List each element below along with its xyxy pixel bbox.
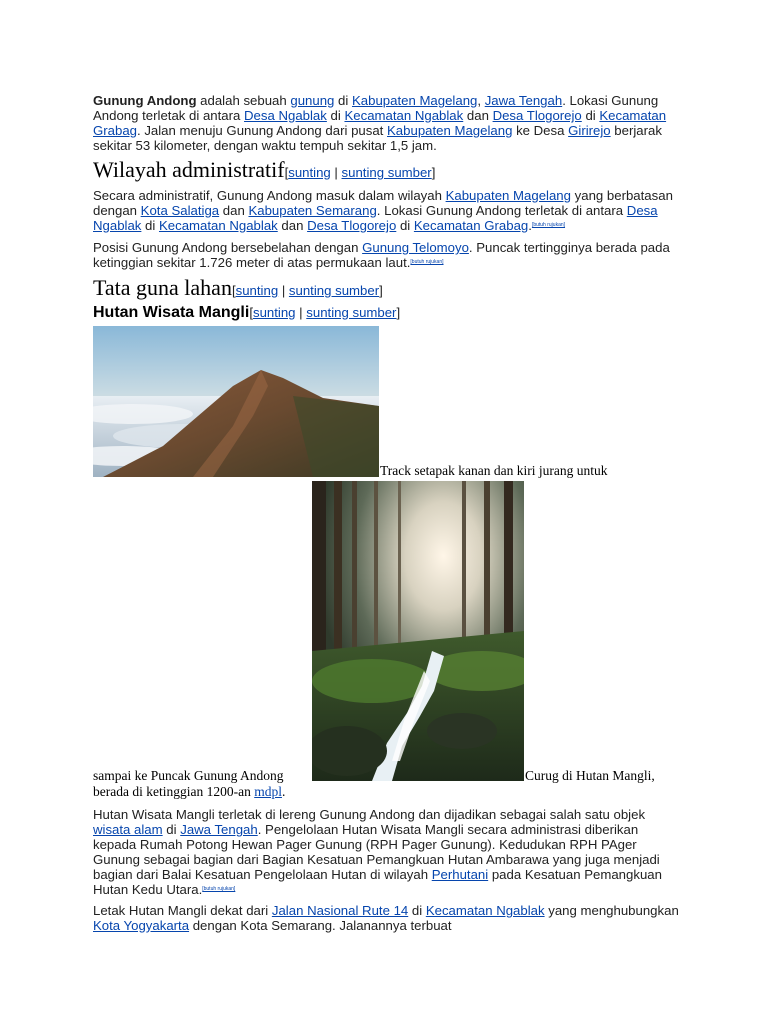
link-kecamatan-grabag-2[interactable]: Kecamatan Grabag <box>413 218 529 233</box>
link-girirejo[interactable]: Girirejo <box>568 123 611 138</box>
forest-waterfall-image <box>312 481 524 781</box>
paragraph-hutan-mangli: Hutan Wisata Mangli terletak di lereng Gunung Andong dan dijadikan sebagai salah satu objek wisata alam di Jawa Tengah. Pengelolaan Hutan Wisata Mangli secara administrasi diberikan kepada Rumah Potong Hewan Pager Gunung (RPH Pager Gunung). Kedudukan RPH PAger Gunung sebagai bagian dari Bagian Kesatuan Pemangkuan Hutan Ambarawa yang juga menjadi bagian dari Balai Kesatuan Pengelolaan Hutan di wilayah Perhutani pada Kesatuan Pemangkuan Hutan Kedu Utara.[butuh rujukan] <box>93 807 662 897</box>
edit-section-button-3[interactable]: sunting <box>252 305 296 320</box>
edit-source-button[interactable]: sunting sumber <box>341 165 432 180</box>
caption-waterfall-1: Curug di Hutan Mangli, <box>525 768 655 783</box>
edit-source-button-2[interactable]: sunting sumber <box>288 283 380 298</box>
link-kecamatan-grabag[interactable]: Kecamatan Grabag <box>93 108 667 138</box>
heading-tata-guna-lahan: Tata guna lahan[sunting | sunting sumber] <box>93 275 383 300</box>
edit-section-button-2[interactable]: sunting <box>235 283 279 298</box>
link-kecamatan-ngablak[interactable]: Kecamatan Ngablak <box>344 108 464 123</box>
edit-links: [sunting | sunting sumber] <box>284 165 436 180</box>
link-desa-tlogorejo[interactable]: Desa Tlogorejo <box>492 108 582 123</box>
citation-needed-2[interactable]: [butuh rujukan] <box>410 259 444 265</box>
caption-track-1: Track setapak kanan dan kiri jurang untuk <box>380 463 608 478</box>
caption-track-2: sampai ke Puncak Gunung Andong <box>93 768 284 783</box>
paragraph-posisi: Posisi Gunung Andong bersebelahan dengan Gunung Telomoyo. Puncak tertingginya berada pada ketinggian sekitar 1.726 meter di atas permukaan laut.[butuh rujukan] <box>93 240 670 270</box>
mountain-peak-image <box>93 326 379 477</box>
caption-waterfall-2: berada di ketinggian 1200-an mdpl. <box>93 784 286 799</box>
link-kabupaten-magelang-2[interactable]: Kabupaten Magelang <box>387 123 513 138</box>
link-kabupaten-semarang[interactable]: Kabupaten Semarang <box>248 203 377 218</box>
heading-wilayah-administratif: Wilayah administratif[sunting | sunting sumber] <box>93 157 436 182</box>
link-mdpl[interactable]: mdpl <box>254 784 282 799</box>
heading-hutan-wisata-mangli: Hutan Wisata Mangli[sunting | sunting sumber] <box>93 304 401 321</box>
link-kecamatan-ngablak-2[interactable]: Kecamatan Ngablak <box>158 218 278 233</box>
link-kota-yogyakarta[interactable]: Kota Yogyakarta <box>93 918 190 933</box>
link-jawa-tengah[interactable]: Jawa Tengah <box>484 93 563 108</box>
link-desa-ngablak[interactable]: Desa Ngablak <box>244 108 327 123</box>
mountain-photo[interactable] <box>93 326 379 477</box>
link-gunung-telomoyo[interactable]: Gunung Telomoyo <box>362 240 469 255</box>
paragraph-administratif: Secara administratif, Gunung Andong masuk dalam wilayah Kabupaten Magelang yang berbatasan dengan Kota Salatiga dan Kabupaten Semarang. Lokasi Gunung Andong terletak di antara Desa Ngablak di Kecamatan Ngablak dan Desa Tlogorejo di Kecamatan Grabag.[butuh rujukan] <box>93 188 673 233</box>
paragraph-letak-hutan: Letak Hutan Mangli dekat dari Jalan Nasional Rute 14 di Kecamatan Ngablak yang menghubungkan Kota Yogyakarta dengan Kota Semarang. Jalanannya terbuat <box>93 903 679 933</box>
citation-needed-3[interactable]: [butuh rujukan] <box>202 886 236 892</box>
link-kecamatan-ngablak-3[interactable]: Kecamatan Ngablak <box>425 903 545 918</box>
link-desa-ngablak-2[interactable]: Desa Ngablak <box>93 203 658 233</box>
link-desa-tlogorejo-2[interactable]: Desa Tlogorejo <box>307 218 397 233</box>
edit-section-button[interactable]: sunting <box>288 165 331 180</box>
link-jawa-tengah-2[interactable]: Jawa Tengah <box>180 822 258 837</box>
waterfall-photo[interactable] <box>312 481 524 781</box>
article-subject: Gunung Andong <box>93 93 197 108</box>
link-jalan-nasional-rute-14[interactable]: Jalan Nasional Rute 14 <box>271 903 409 918</box>
intro-paragraph: Gunung Andong adalah sebuah gunung di Kabupaten Magelang, Jawa Tengah. Lokasi Gunung Andong terletak di antara Desa Ngablak di Kecamatan Ngablak dan Desa Tlogorejo di Kecamatan Grabag. Jalan menuju Gunung Andong dari pusat Kabupaten Magelang ke Desa Girirejo berjarak sekitar 53 kilometer, dengan waktu tempuh sekitar 1,5 jam. <box>93 93 667 153</box>
edit-source-button-3[interactable]: sunting sumber <box>306 305 397 320</box>
citation-needed-1[interactable]: [butuh rujukan] <box>531 222 566 228</box>
link-kota-salatiga[interactable]: Kota Salatiga <box>140 203 220 218</box>
link-kabupaten-magelang-3[interactable]: Kabupaten Magelang <box>445 188 571 203</box>
edit-links-3: [sunting | sunting sumber] <box>249 305 401 320</box>
link-kabupaten-magelang[interactable]: Kabupaten Magelang <box>351 93 478 108</box>
link-wisata-alam[interactable]: wisata alam <box>93 822 163 837</box>
edit-links-2: [sunting | sunting sumber] <box>231 283 383 298</box>
link-gunung[interactable]: gunung <box>290 93 335 108</box>
link-perhutani[interactable]: Perhutani <box>431 867 489 882</box>
